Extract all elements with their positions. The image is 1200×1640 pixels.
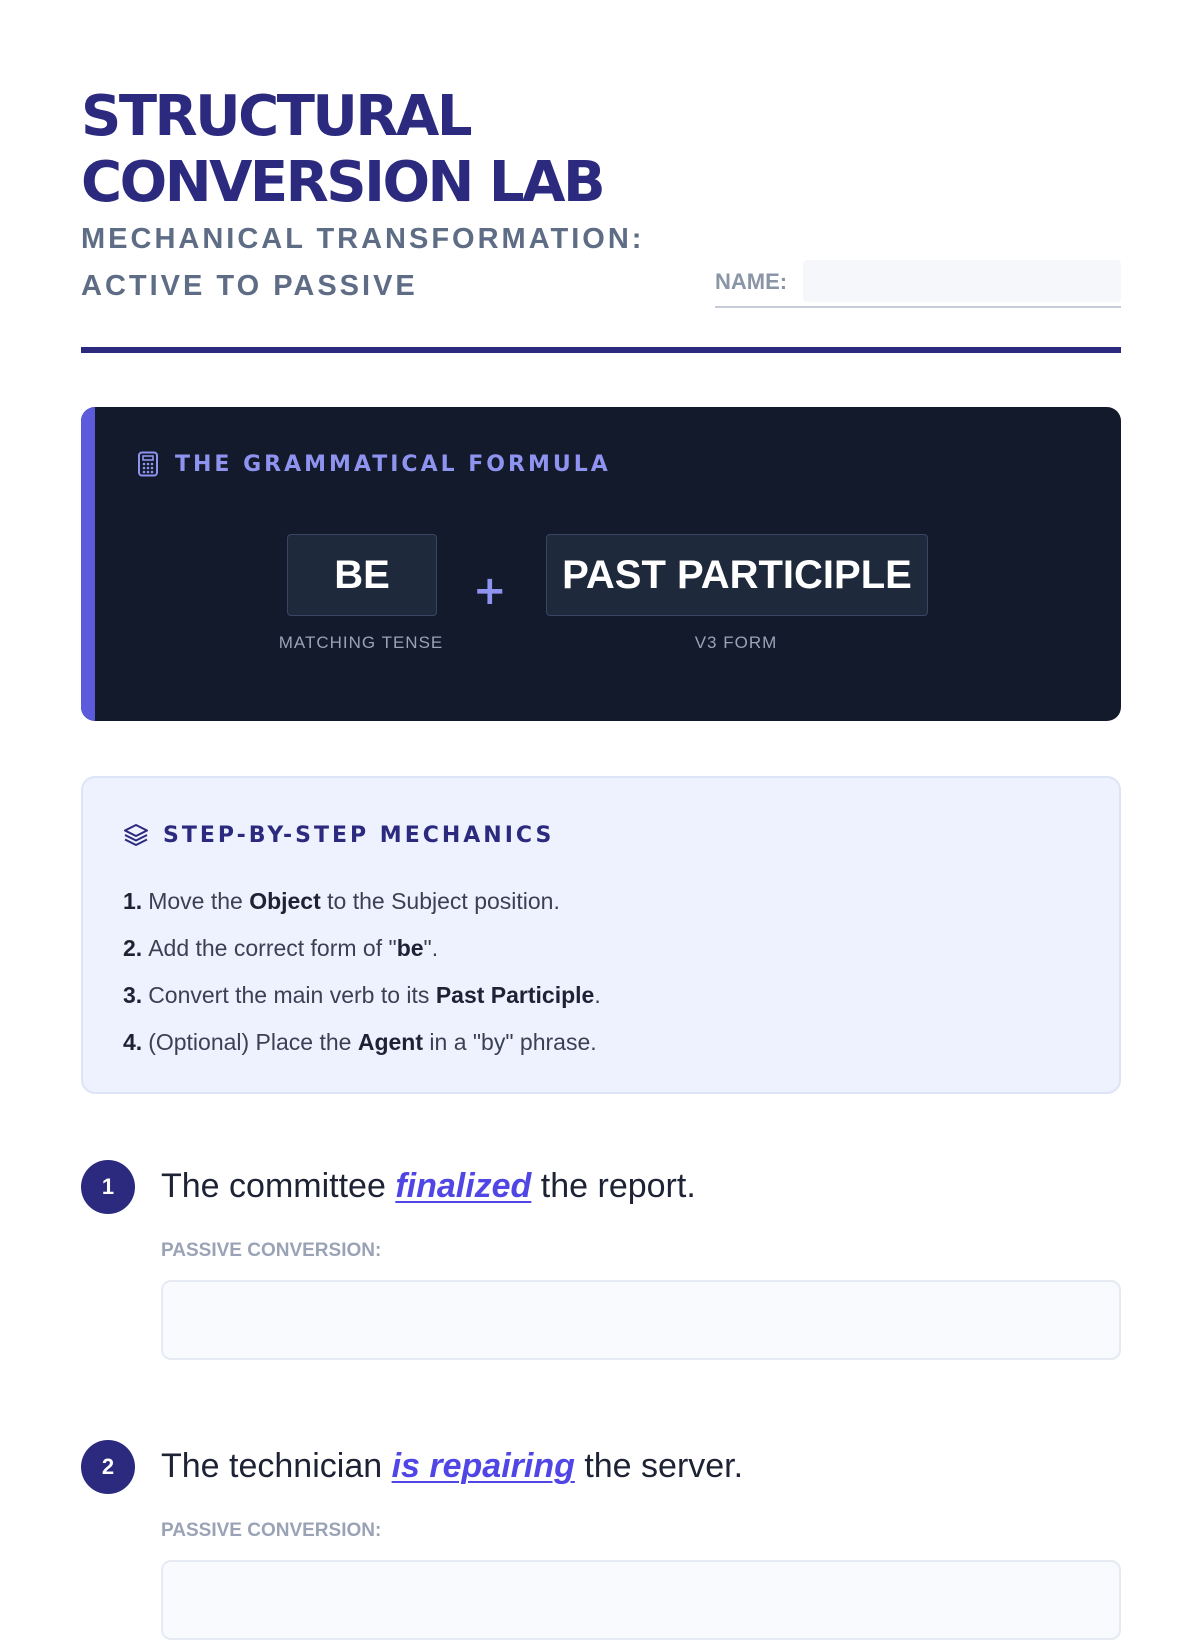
question-sentence [161, 1442, 743, 1490]
answer-label: PASSIVE CONVERSION: [161, 1240, 382, 1261]
name-label: NAME: [715, 269, 788, 294]
calculator-icon [137, 451, 159, 477]
subtitle-line-1: MECHANICAL TRANSFORMATION: [81, 223, 645, 255]
steps-list [123, 878, 601, 1066]
sentence-text: the report. [531, 1167, 696, 1205]
title-line-1: STRUCTURAL [81, 84, 471, 149]
step-keyword: Agent [357, 1029, 424, 1055]
sentence-text: The technician [161, 1447, 392, 1485]
step-item [123, 878, 601, 925]
step-keyword: Object [249, 888, 321, 914]
highlighted-verb: is repairing [391, 1447, 575, 1485]
plus-icon: + [473, 568, 507, 614]
formula-panel [81, 407, 1121, 721]
formula-term-be: BE [287, 534, 437, 616]
step-number: 4. [123, 1029, 143, 1055]
page-subtitle [81, 216, 701, 310]
steps-heading [123, 822, 554, 848]
step-number: 1. [123, 888, 143, 914]
step-text: (Optional) Place the [148, 1029, 358, 1055]
layers-icon [123, 822, 149, 848]
subtitle-line-2: ACTIVE TO PASSIVE [81, 270, 418, 302]
step-keyword: Past Participle [435, 982, 595, 1008]
formula-term-past-participle: PAST PARTICIPLE [546, 534, 928, 616]
step-keyword: be [396, 935, 424, 961]
highlighted-verb: finalized [395, 1167, 532, 1205]
step-item [123, 1019, 601, 1066]
page-title [81, 84, 721, 216]
step-text: Convert the main verb to its [148, 982, 436, 1008]
step-text: Add the correct form of " [148, 935, 397, 961]
title-line-2: CONVERSION LAB [81, 150, 604, 215]
step-text: Move the [148, 888, 250, 914]
name-field [715, 258, 1121, 308]
step-text: ". [423, 935, 439, 961]
formula-heading [137, 451, 611, 477]
answer-label: PASSIVE CONVERSION: [161, 1520, 382, 1541]
step-number: 3. [123, 982, 143, 1008]
sentence-text: the server. [574, 1447, 744, 1485]
formula-caption-be: MATCHING TENSE [278, 633, 444, 652]
question-sentence [161, 1162, 696, 1210]
step-text: . [594, 982, 601, 1008]
steps-title: STEP-BY-STEP MECHANICS [163, 822, 555, 848]
formula-title: THE GRAMMATICAL FORMULA [175, 451, 611, 477]
step-item [123, 925, 601, 972]
answer-input[interactable] [161, 1560, 1121, 1640]
question-number-badge: 2 [81, 1440, 135, 1494]
header-divider [81, 347, 1121, 353]
step-number: 2. [123, 935, 143, 961]
name-input[interactable] [803, 260, 1121, 302]
answer-input[interactable] [161, 1280, 1121, 1360]
step-text: in a "by" phrase. [423, 1029, 597, 1055]
step-item [123, 972, 601, 1019]
sentence-text: The committee [161, 1167, 396, 1205]
steps-panel [81, 776, 1121, 1094]
question-number-badge: 1 [81, 1160, 135, 1214]
step-text: to the Subject position. [320, 888, 560, 914]
formula-caption-past-participle: V3 FORM [694, 633, 778, 652]
